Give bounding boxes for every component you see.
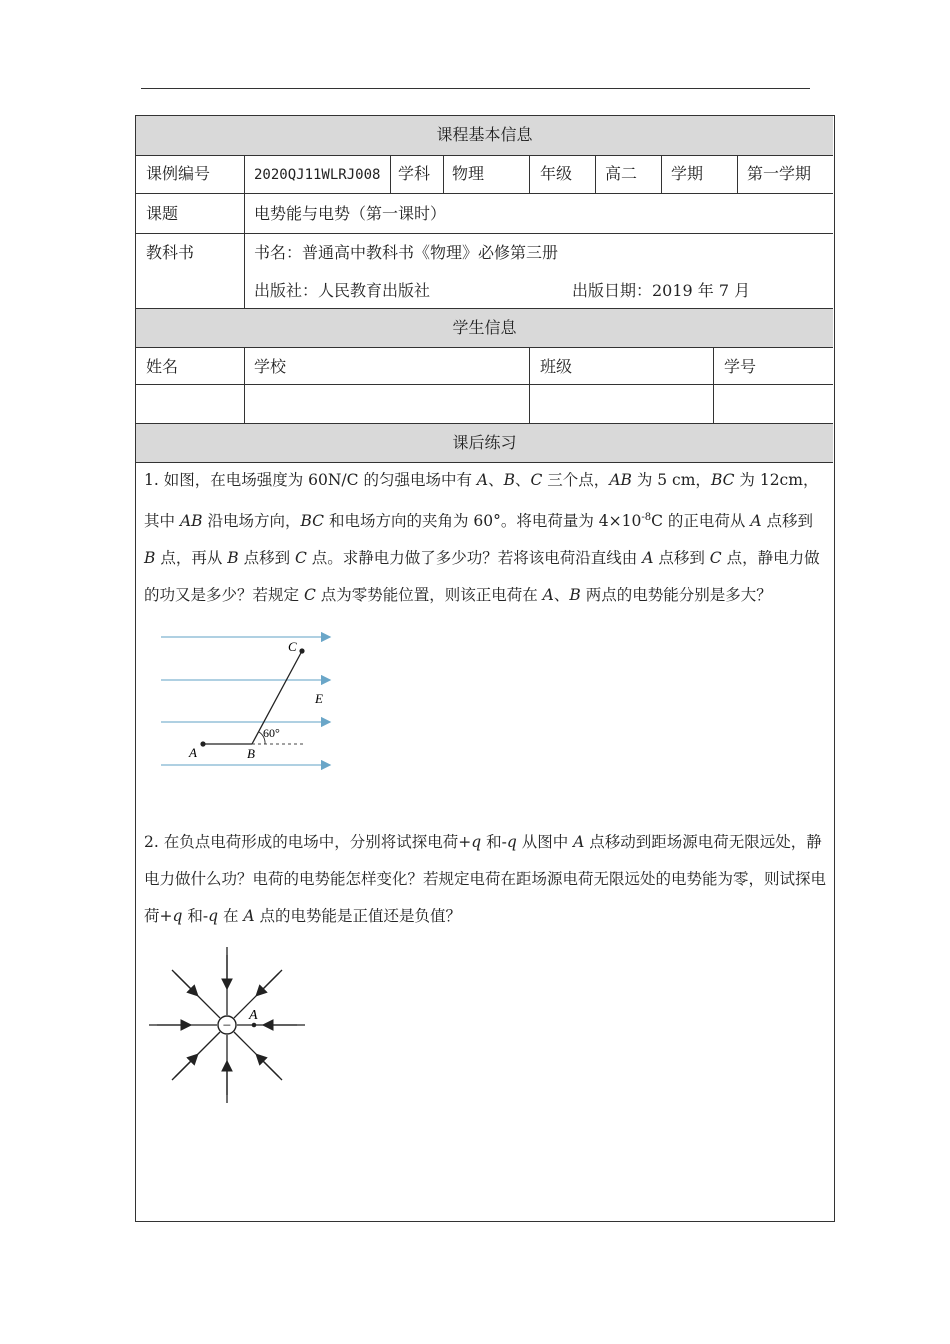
label-a: A [189, 745, 197, 760]
col-divider [595, 156, 596, 193]
question-1: 1. 如图，在电场强度为 60N/C 的匀强电场中有 A、B、C 三个点，AB 为 5 cm，BC 为 12cm，其中 AB 沿电场方向，BC 和电场方向的夹角为 60°。将电荷量为 $4\times 10^{-8}C$ 的正电荷从 A 点移到 B 点，再从 B 点移到 C 点。求静电力做了多少功？若将该电荷沿直线由 A 点移到 C 点，静电力做的功又是多少？若规定 C 点为零势能位置，则该正电荷在 A、B 两点的电势能分别是多大？ [144, 471, 820, 605]
point-a [252, 1023, 257, 1028]
col-divider [529, 156, 530, 193]
subject-label: 学科 [398, 164, 431, 183]
publish-date: 出版日期：2019 年 7 月 [572, 281, 751, 300]
row-divider [136, 193, 833, 194]
term-label: 学期 [671, 164, 704, 183]
topic-label: 课题 [146, 204, 179, 223]
section-header-exercise: 课后练习 [136, 423, 833, 463]
subject-value: 物理 [452, 164, 485, 183]
textbook-label: 教科书 [146, 243, 195, 262]
grade-value: 高二 [605, 164, 638, 183]
charge-sign: − [222, 1018, 232, 1034]
label-b: B [247, 746, 255, 761]
label-c: C [288, 639, 297, 654]
col-divider [443, 156, 444, 193]
student-school-label: 学校 [254, 357, 287, 376]
col-divider [737, 156, 738, 193]
label-angle: 60° [263, 726, 280, 740]
question-2: 2. 在负点电荷形成的电场中，分别将试探电荷+q 和-q 从图中 A 点移动到距场源电荷无限远处，静电力做什么功？电荷的电势能怎样变化？若规定电荷在距场源电荷无限远处的电势能为零，则试探电荷+q 和-q 在 A 点的电势能是正值还是负值？ [144, 833, 827, 925]
col-divider [713, 348, 714, 423]
course-id-label: 课例编号 [146, 164, 211, 183]
figure-negative-charge [145, 945, 310, 1105]
course-id-value: 2020QJ11WLRJ008 [254, 167, 381, 183]
book-name: 书名：普通高中教科书《物理》必修第三册 [254, 243, 559, 262]
publisher: 出版社：人民教育出版社 [254, 281, 431, 300]
term-value: 第一学期 [747, 164, 812, 183]
page-top-rule [141, 88, 810, 89]
row-divider [136, 384, 833, 385]
figure-uniform-field [155, 625, 340, 775]
col-divider [661, 156, 662, 193]
section-header-course: 课程基本信息 [136, 116, 833, 156]
point-c [299, 648, 304, 653]
student-number-label: 学号 [724, 357, 757, 376]
student-class-label: 班级 [540, 357, 573, 376]
field-lines [161, 637, 330, 765]
label-a: A [249, 1008, 258, 1023]
label-e: E [315, 691, 323, 706]
section-header-student: 学生信息 [136, 308, 833, 348]
topic-value: 电势能与电势（第一课时） [254, 204, 447, 223]
grade-label: 年级 [540, 164, 573, 183]
student-name-label: 姓名 [146, 357, 179, 376]
col-divider [529, 348, 530, 423]
col-divider [390, 156, 391, 193]
row-divider [136, 233, 833, 234]
col-divider [244, 348, 245, 423]
point-a [200, 741, 205, 746]
col-divider [244, 156, 245, 308]
